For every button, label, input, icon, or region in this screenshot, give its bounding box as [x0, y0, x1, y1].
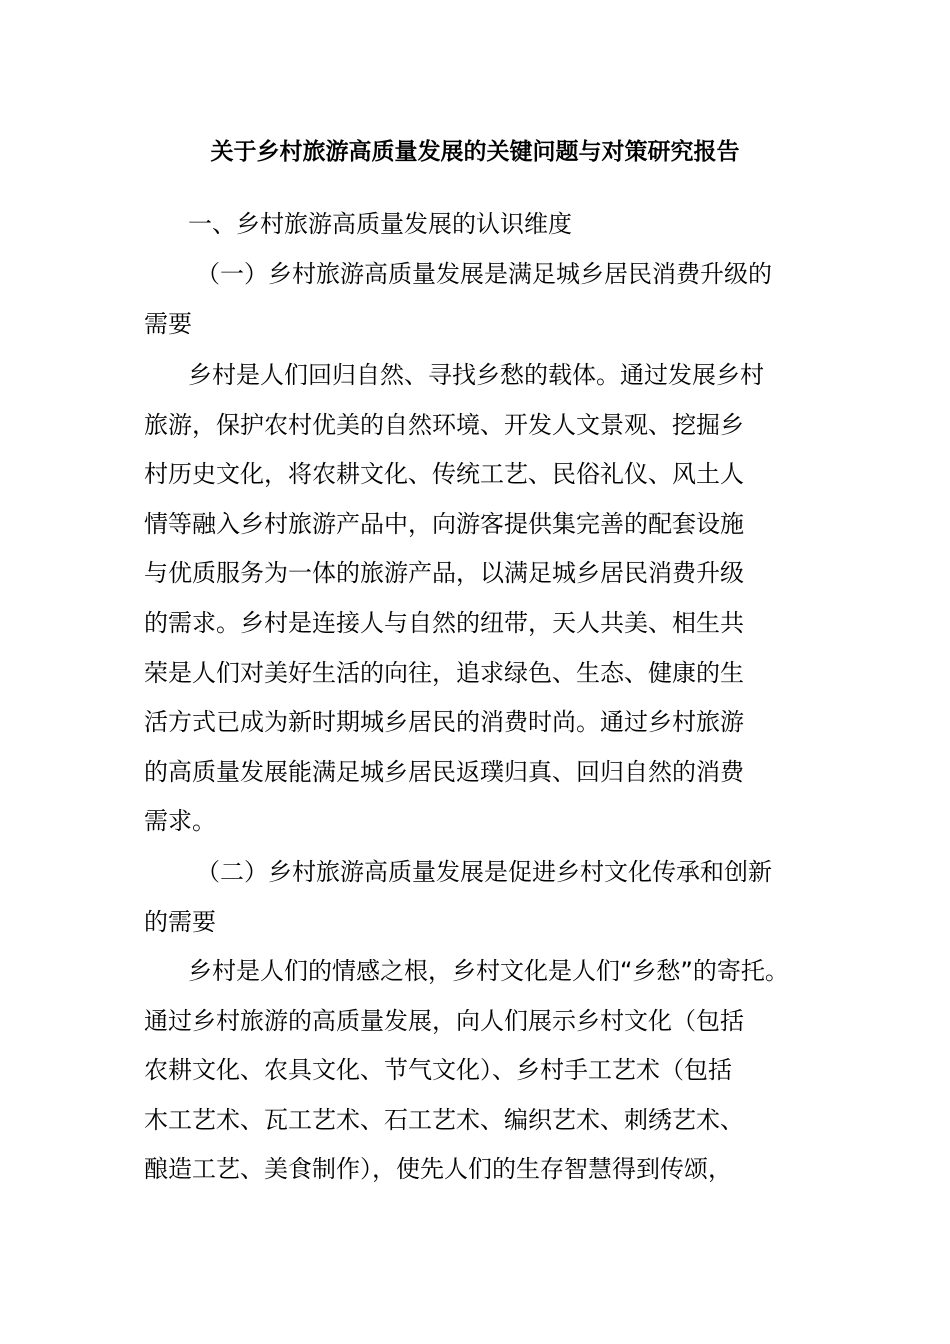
paragraph-1-line: 乡村是人们回归自然、寻找乡愁的载体。通过发展乡村: [188, 361, 764, 389]
paragraph-2: [144, 947, 809, 1195]
paragraph-1-line: 活方式已成为新时期城乡居民的消费时尚。通过乡村旅游: [144, 708, 744, 737]
paragraph-1-line: 的高质量发展能满足城乡居民返璞归真、回归自然的消费: [144, 757, 744, 786]
paragraph-2-line: 木工艺术、瓦工艺术、石工艺术、编织艺术、刺绣艺术、: [144, 1105, 744, 1134]
paragraph-1-line: 需求。: [144, 807, 216, 836]
paragraph-2-line: 农耕文化、农具文化、节气文化）、乡村手工艺术（包括: [144, 1056, 732, 1085]
paragraph-1-line: 荣是人们对美好生活的向往，追求绿色、生态、健康的生: [144, 658, 744, 687]
paragraph-1: [144, 351, 809, 847]
subheading-1-line: 需要: [144, 309, 192, 338]
document-title: 关于乡村旅游高质量发展的关键问题与对策研究报告: [210, 139, 740, 165]
paragraph-2-line: 乡村是人们的情感之根，乡村文化是人们“乡愁”的寄托。: [188, 957, 789, 985]
section-heading-1: 一、乡村旅游高质量发展的认识维度: [188, 210, 572, 238]
subheading-1: [144, 250, 809, 349]
paragraph-1-line: 村历史文化，将农耕文化、传统工艺、民俗礼仪、风土人: [144, 460, 744, 489]
paragraph-1-line: 与优质服务为一体的旅游产品，以满足城乡居民消费升级: [144, 559, 744, 588]
subheading-1-line: （一）乡村旅游高质量发展是满足城乡居民消费升级的: [196, 260, 772, 288]
subheading-2-line: （二）乡村旅游高质量发展是促进乡村文化传承和创新: [196, 858, 772, 886]
subheading-2: [144, 848, 809, 947]
paragraph-1-line: 的需求。乡村是连接人与自然的纽带，天人共美、相生共: [144, 608, 744, 637]
paragraph-2-line: 酿造工艺、美食制作），使先人们的生存智慧得到传颂，: [144, 1155, 732, 1184]
paragraph-2-line: 通过乡村旅游的高质量发展，向人们展示乡村文化（包括: [144, 1006, 744, 1035]
paragraph-1-line: 情等融入乡村旅游产品中，向游客提供集完善的配套设施: [144, 509, 744, 538]
subheading-2-line: 的需要: [144, 907, 216, 936]
paragraph-1-line: 旅游，保护农村优美的自然环境、开发人文景观、挖掘乡: [144, 410, 744, 439]
